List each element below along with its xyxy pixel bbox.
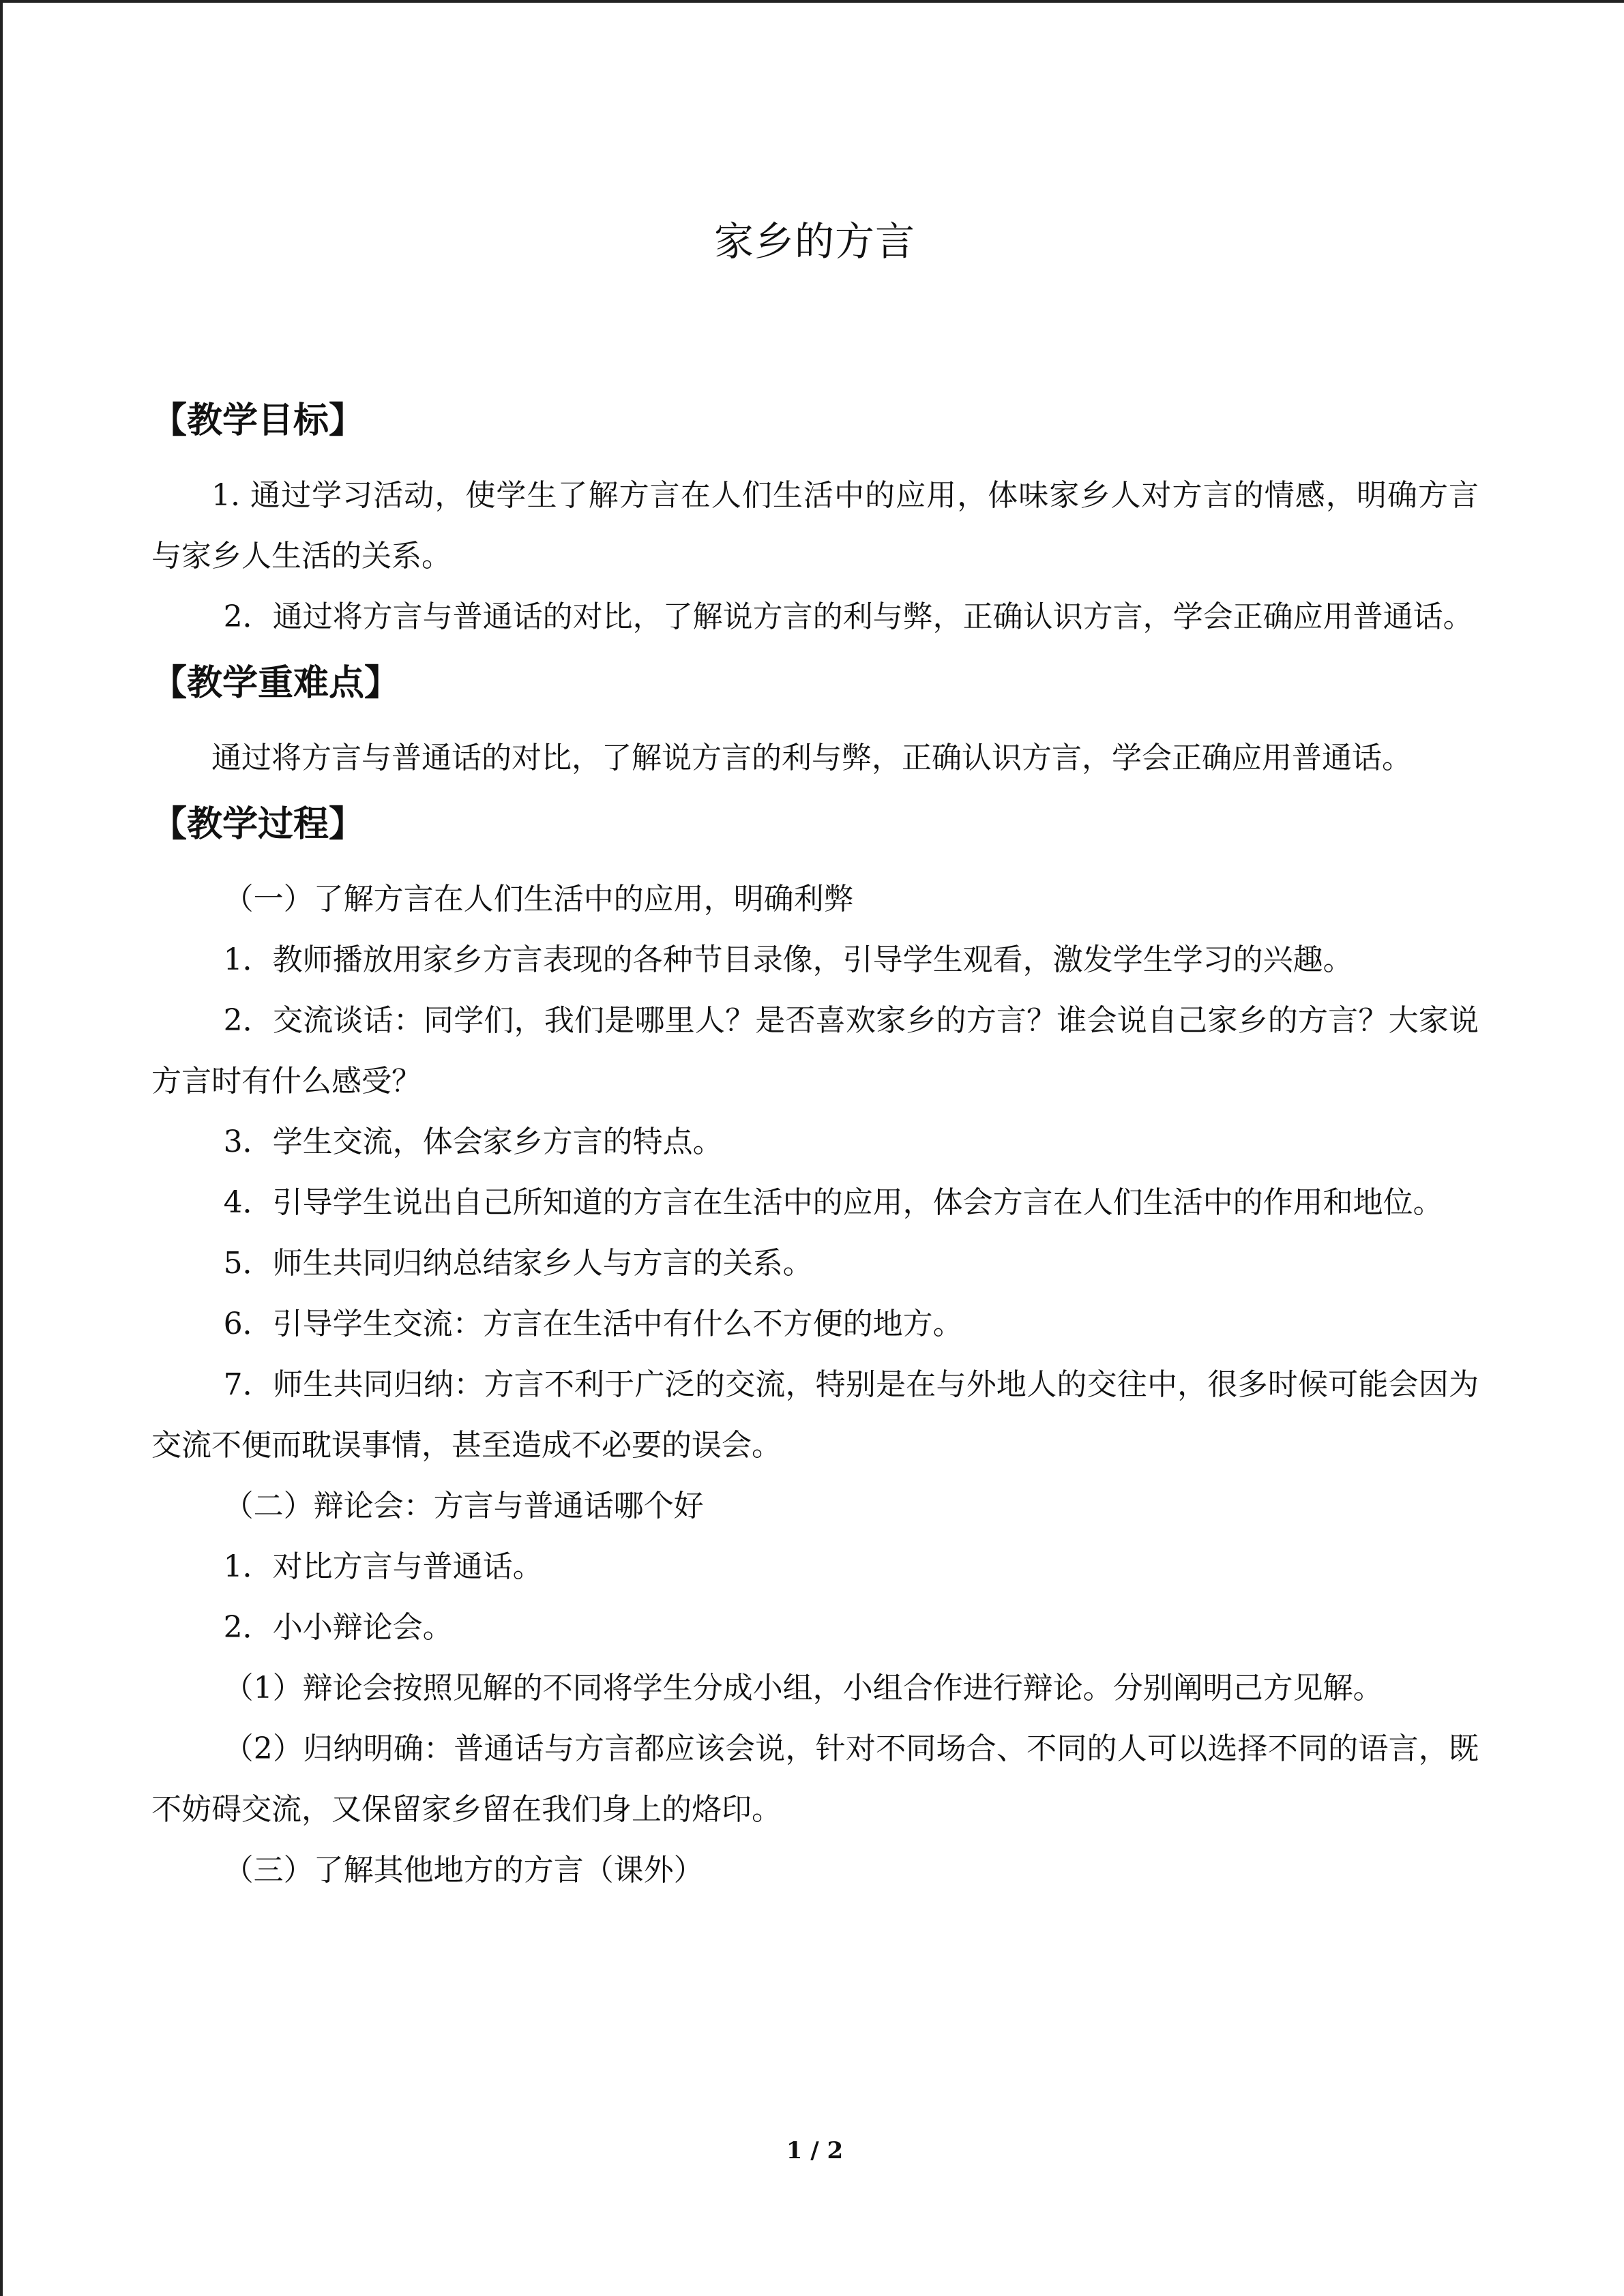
paragraph: （2）归纳明确：普通话与方言都应该会说，针对不同场合、不同的人可以选择不同的语言，既不妨碍交流，又保留家乡留在我们身上的烙印。 [151,1731,1479,1827]
paragraph: 4．引导学生说出自己所知道的方言在生活中的应用，体会方言在人们生活中的作用和地位。 [223,1185,1443,1220]
paragraph: 2．通过将方言与普通话的对比，了解说方言的利与弊，正确认识方言，学会正确应用普通话。 [223,599,1473,634]
document-body [151,385,1479,1900]
paragraph: 5．师生共同归纳总结家乡人与方言的关系。 [223,1246,813,1281]
paragraph: 1. 通过学习活动，使学生了解方言在人们生活中的应用，体味家乡人对方言的情感，明确方言与家乡人生活的关系。 [151,478,1479,573]
section-teaching-process [151,788,1479,1900]
paragraph: （1）辩论会按照见解的不同将学生分成小组，小组合作进行辩论。分别阐明己方见解。 [223,1671,1383,1705]
paragraph: 1．教师播放用家乡方言表现的各种节目录像，引导学生观看，激发学生学习的兴趣。 [223,942,1353,977]
section-key-difficulties [151,647,1479,788]
section-teaching-goals [151,385,1479,647]
paragraph: 6．引导学生交流：方言在生活中有什么不方便的地方。 [223,1307,963,1341]
section-heading: 【教学过程】 [151,804,365,845]
paragraph: 通过将方言与普通话的对比，了解说方言的利与弊，正确认识方言，学会正确应用普通话。 [211,741,1412,775]
paragraph: （二）辩论会：方言与普通话哪个好 [223,1489,704,1523]
page-number: 1 / 2 [786,2137,844,2164]
paragraph: 3．学生交流，体会家乡方言的特点。 [223,1124,723,1159]
paragraph: 7．师生共同归纳：方言不利于广泛的交流，特别是在与外地人的交往中，很多时候可能会因为交流不便而耽误事情，甚至造成不必要的误会。 [151,1367,1479,1463]
section-heading: 【教学目标】 [151,400,365,441]
document-title: 家乡的方言 [713,218,915,265]
paragraph: （一）了解方言在人们生活中的应用，明确利弊 [223,882,854,916]
section-heading: 【教学重难点】 [151,663,400,704]
paragraph: 1．对比方言与普通话。 [223,1549,543,1584]
paragraph: 2．交流谈话：同学们，我们是哪里人？是否喜欢家乡的方言？谁会说自己家乡的方言？大家说方言时有什么感受？ [151,1003,1479,1099]
paragraph: （三）了解其他地方的方言（课外） [223,1853,704,1888]
paragraph: 2．小小辩论会。 [223,1610,453,1645]
